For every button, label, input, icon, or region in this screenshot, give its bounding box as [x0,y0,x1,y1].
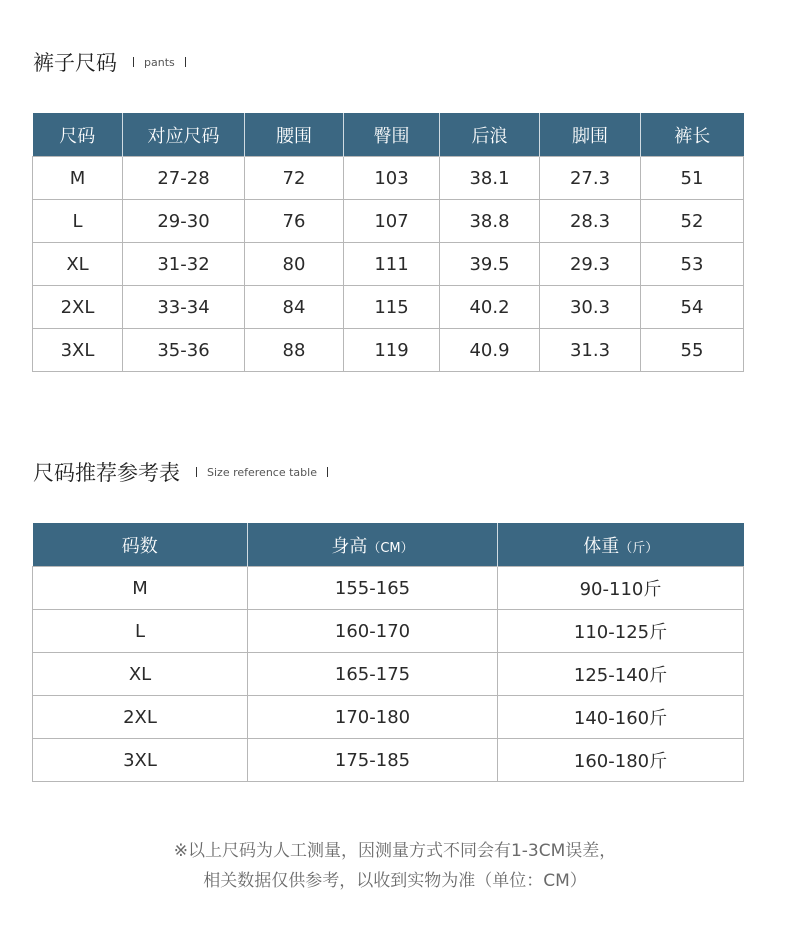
table-cell: 72 [245,157,344,200]
table-cell: 35-36 [123,329,245,372]
table-cell: 165-175 [248,653,498,696]
measurement-note-line1: ※以上尺码为人工测量，因测量方式不同会有1-3CM误差， [173,841,617,861]
header-cell [248,523,498,567]
table-cell: M [33,567,248,610]
table-cell: 88 [245,329,344,372]
title-divider [133,57,134,67]
pants-title: 裤子尺码 [33,51,117,75]
reference-section-title [33,457,338,487]
table-cell: 110-125斤 [498,610,744,653]
table-row [33,200,744,243]
table-cell: 160-180斤 [498,739,744,782]
table-row [33,567,744,610]
header-cell [498,523,744,567]
reference-title: 尺码推荐参考表 [33,461,180,485]
measurement-note-line2: 相关数据仅供参考，以收到实物为准（单位：CM） [203,871,587,891]
table-cell: 29-30 [123,200,245,243]
table-cell: 27-28 [123,157,245,200]
table-cell: 80 [245,243,344,286]
table-cell: 84 [245,286,344,329]
table-cell: 28.3 [540,200,641,243]
table-row [33,329,744,372]
header-label: 码数 [121,535,158,557]
table-cell: 107 [344,200,440,243]
table-cell: 40.9 [440,329,540,372]
table-cell: 38.1 [440,157,540,200]
table-cell: 3XL [33,329,123,372]
title-divider [196,467,197,477]
table-cell: 52 [641,200,744,243]
table-row [33,286,744,329]
table-row [33,653,744,696]
table-header-row [33,113,744,157]
table-row [33,610,744,653]
table-cell: 27.3 [540,157,641,200]
table-cell: 125-140斤 [498,653,744,696]
header-cell [33,523,248,567]
size-reference-table [32,523,744,782]
header-label: 身高 [331,535,368,557]
pants-section-title [33,47,196,77]
table-cell: 76 [245,200,344,243]
pants-subtitle: pants [144,55,175,69]
table-cell: 51 [641,157,744,200]
header-cell: 裤长 [641,113,744,157]
title-divider [327,467,328,477]
table-cell: 40.2 [440,286,540,329]
header-cell: 对应尺码 [123,113,245,157]
table-cell: 170-180 [248,696,498,739]
table-cell: XL [33,653,248,696]
header-unit: （斤） [619,540,659,556]
table-cell: 54 [641,286,744,329]
table-cell: 31-32 [123,243,245,286]
table-cell: 115 [344,286,440,329]
header-label: 体重 [583,535,620,557]
table-cell: 55 [641,329,744,372]
table-row [33,696,744,739]
table-cell: XL [33,243,123,286]
table-cell: 33-34 [123,286,245,329]
table-cell: 39.5 [440,243,540,286]
table-cell: 31.3 [540,329,641,372]
table-row [33,739,744,782]
header-cell: 臀围 [344,113,440,157]
header-cell: 尺码 [33,113,123,157]
title-divider [185,57,186,67]
pants-size-table [32,113,744,372]
table-cell: 175-185 [248,739,498,782]
table-cell: 2XL [33,286,123,329]
table-cell: 90-110斤 [498,567,744,610]
table-cell: 2XL [33,696,248,739]
table-row [33,157,744,200]
table-cell: 38.8 [440,200,540,243]
reference-subtitle: Size reference table [207,465,317,479]
table-cell: 155-165 [248,567,498,610]
table-cell: 140-160斤 [498,696,744,739]
table-cell: 119 [344,329,440,372]
table-cell: 29.3 [540,243,641,286]
table-cell: 30.3 [540,286,641,329]
table-cell: L [33,610,248,653]
table-cell: 3XL [33,739,248,782]
header-cell: 腰围 [245,113,344,157]
table-cell: 111 [344,243,440,286]
header-cell: 脚围 [540,113,641,157]
header-unit: （CM） [367,540,414,556]
table-cell: M [33,157,123,200]
table-cell: L [33,200,123,243]
table-row [33,243,744,286]
table-cell: 103 [344,157,440,200]
header-cell: 后浪 [440,113,540,157]
table-cell: 160-170 [248,610,498,653]
table-header-row [33,523,744,567]
table-cell: 53 [641,243,744,286]
